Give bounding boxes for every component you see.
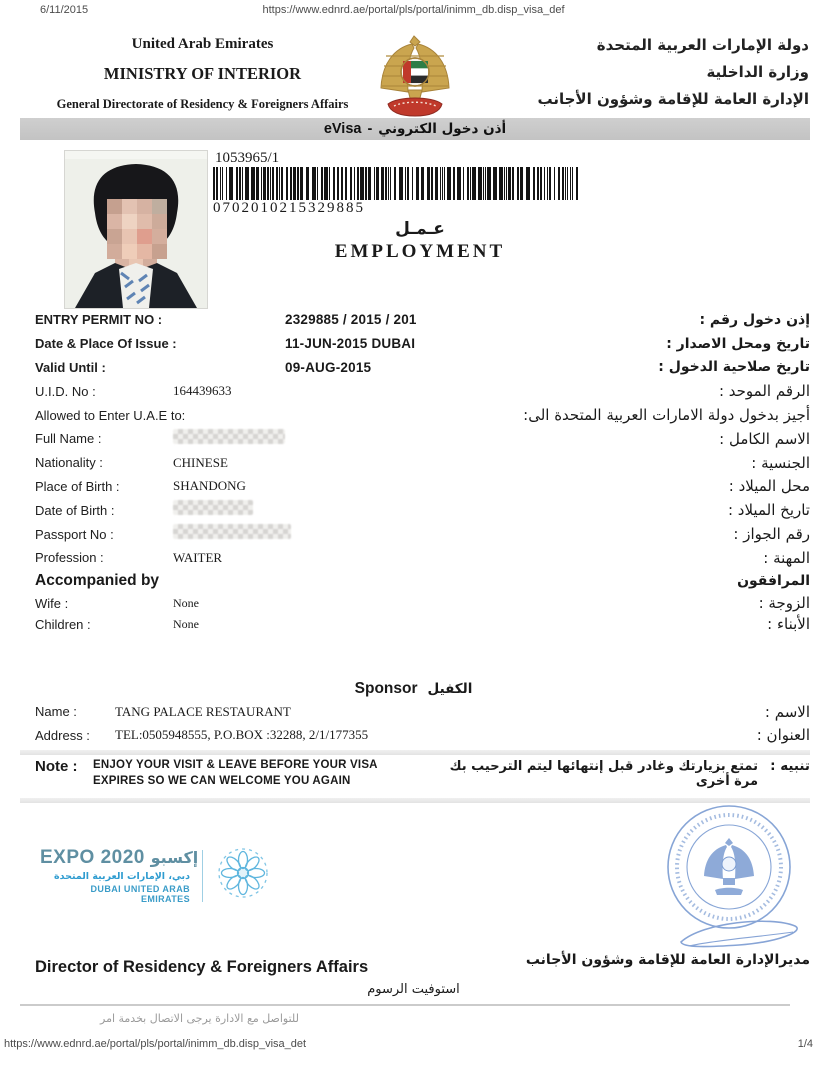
fees-collected-text: استوفيت الرسوم (367, 982, 460, 997)
director-title-en: Director of Residency & Foreigners Affairs (35, 958, 369, 976)
barcode-number: 0702010215329885 (213, 200, 365, 216)
field-label-ar: الزوجة : (758, 594, 810, 613)
field-label-en: Place of Birth : (35, 478, 120, 494)
print-date: 6/11/2015 (40, 4, 89, 16)
contact-note-ar: للتواصل مع الادارة يرجى الاتصال بخدمة امر (100, 1012, 299, 1025)
sponsor-title-en: Sponsor (354, 680, 418, 697)
row-nationality (35, 451, 810, 475)
letterhead-arabic (509, 36, 809, 117)
row-profession (35, 546, 810, 570)
note-text-ar: تمتع بزيارتك وغادر قبل إنتهائها ليتم الترحيب بك مرة أخرى (449, 758, 758, 789)
note-text-en: ENJOY YOUR VISIT & LEAVE BEFORE YOUR VISA EXPIRES SO WE CAN WELCOME YOU AGAIN (93, 759, 378, 787)
field-label-ar: تاريخ ومحل الاصدار : (666, 335, 810, 352)
row-valid-until (35, 356, 810, 380)
field-value: None (173, 595, 199, 610)
field-label-en: Profession : (35, 550, 104, 566)
expo-2020-logo (40, 845, 271, 906)
scan-artifact-rule (20, 750, 810, 755)
field-label-en: Date & Place Of Issue : (35, 336, 177, 352)
ministry-name-en: MINISTRY OF INTERIOR (103, 64, 302, 83)
row-entry-permit (35, 308, 810, 332)
evisa-label-latin: eVisa (323, 121, 362, 137)
director-title-ar: مديرالإدارة العامة للإقامة وشؤون الأجانب (525, 952, 810, 968)
field-value: 2329885 / 2015 / 201 (285, 312, 417, 328)
field-label-en: Wife : (35, 595, 69, 611)
expo-subtitle-en: DUBAI UNITED ARAB EMIRATES (90, 884, 190, 904)
expo-divider (202, 850, 203, 902)
field-label-en: Nationality : (35, 455, 103, 471)
row-date-place-issue (35, 332, 810, 356)
field-value: 164439633 (173, 383, 232, 399)
field-label-en: Address : (35, 727, 90, 743)
field-label-ar: أجيز بدخول دولة الامارات العربية المتحدة الى: (523, 406, 810, 425)
field-value: WAITER (173, 549, 223, 565)
row-sponsor-name (35, 700, 810, 724)
field-label-en: Children : (35, 616, 91, 632)
field-label-ar: الجنسية : (751, 453, 810, 472)
visa-type-arabic: عـمـل (395, 219, 445, 239)
country-name-ar: دولة الإمارات العربية المتحدة (596, 36, 809, 54)
note-label-en: Note : (35, 758, 78, 775)
row-wife (35, 593, 810, 614)
evisa-label-arabic: أذن دخول الكتروني (378, 121, 507, 137)
barcode (213, 167, 585, 200)
row-children (35, 614, 810, 635)
field-label-ar: الاسم : (764, 702, 810, 721)
field-value: TEL:0505948555, P.O.BOX :32288, 2/1/177355 (115, 727, 369, 743)
field-value: SHANDONG (173, 478, 246, 494)
applicant-photo (64, 150, 208, 309)
redacted-value (173, 429, 285, 444)
field-label-en: Allowed to Enter U.A.E to: (35, 407, 186, 423)
row-full-name (35, 427, 810, 451)
row-sponsor-address (35, 724, 810, 748)
field-label-en: Date of Birth : (35, 502, 115, 518)
field-value: TANG PALACE RESTAURANT (115, 703, 291, 719)
accompanied-title-en: Accompanied by (35, 572, 160, 590)
field-label-ar: الاسم الكامل : (719, 429, 810, 448)
country-name-en: United Arab Emirates (131, 36, 274, 52)
evisa-separator: - (367, 121, 373, 137)
field-label-en: ENTRY PERMIT NO : (35, 312, 163, 328)
field-label-ar: الأبناء : (767, 615, 810, 634)
field-label-ar: العنوان : (756, 726, 810, 745)
sponsor-title-ar: الكفيل (427, 681, 473, 697)
field-value: None (173, 616, 199, 631)
field-value: 11-JUN-2015 DUBAI (285, 336, 416, 352)
field-label-ar: تاريخ صلاحية الدخول : (658, 359, 810, 376)
row-date-of-birth (35, 498, 810, 522)
field-value: CHINESE (173, 454, 228, 470)
row-uid (35, 379, 810, 403)
row-allowed-to-enter (35, 403, 810, 427)
visa-serial-number: 1053965/1 (215, 150, 280, 166)
redacted-value (173, 524, 291, 539)
field-label-en: Full Name : (35, 431, 102, 447)
field-label-en: U.I.D. No : (35, 383, 96, 399)
sponsor-fields (35, 700, 810, 747)
visa-type-english: EMPLOYMENT (334, 241, 506, 262)
accompanied-title-ar: المرافقون (737, 573, 810, 590)
expo-title: EXPO 2020 إكسبو (40, 847, 199, 868)
note-section (35, 758, 810, 789)
row-place-of-birth (35, 475, 810, 499)
evisa-title-bar (20, 118, 810, 140)
redacted-value (173, 500, 253, 515)
field-label-ar: محل الميلاد : (728, 477, 810, 496)
row-passport-no (35, 522, 810, 546)
expo-subtitle-ar: دبي، الإمارات العربية المتحدة (54, 871, 190, 882)
field-label-ar: تاريخ الميلاد : (727, 501, 810, 520)
accompanied-by-heading (35, 570, 810, 593)
print-header-url: https://www.ednrd.ae/portal/pls/portal/inimm_db.disp_visa_def (262, 4, 565, 16)
letterhead-english (30, 36, 375, 112)
field-label-en: Passport No : (35, 526, 114, 542)
sponsor-heading (0, 680, 827, 698)
footer-divider (20, 1004, 790, 1006)
uae-falcon-emblem-icon (374, 32, 456, 125)
ministry-name-ar: وزارة الداخلية (706, 63, 809, 81)
page-number: 1/4 (797, 1038, 813, 1050)
expo-geometric-flower-icon (215, 845, 271, 906)
directorate-name-en: General Directorate of Residency & Foreigners Affairs (56, 97, 349, 111)
field-value: 09-AUG-2015 (285, 359, 372, 375)
note-label-ar: تنبيه : (770, 758, 810, 774)
field-label-ar: رقم الجواز : (733, 525, 810, 544)
field-label-en: Name : (35, 704, 77, 720)
visa-fields (35, 308, 810, 635)
field-label-ar: الرقم الموحد : (718, 382, 810, 401)
field-label-en: Valid Until : (35, 359, 106, 375)
print-footer-url: https://www.ednrd.ae/portal/pls/portal/inimm_db.disp_visa_det (4, 1038, 307, 1050)
field-label-ar: إذن دخول رقم : (699, 311, 810, 328)
field-label-ar: المهنة : (763, 548, 810, 567)
directorate-name-ar: الإدارة العامة للإقامة وشؤون الأجانب (537, 90, 809, 108)
